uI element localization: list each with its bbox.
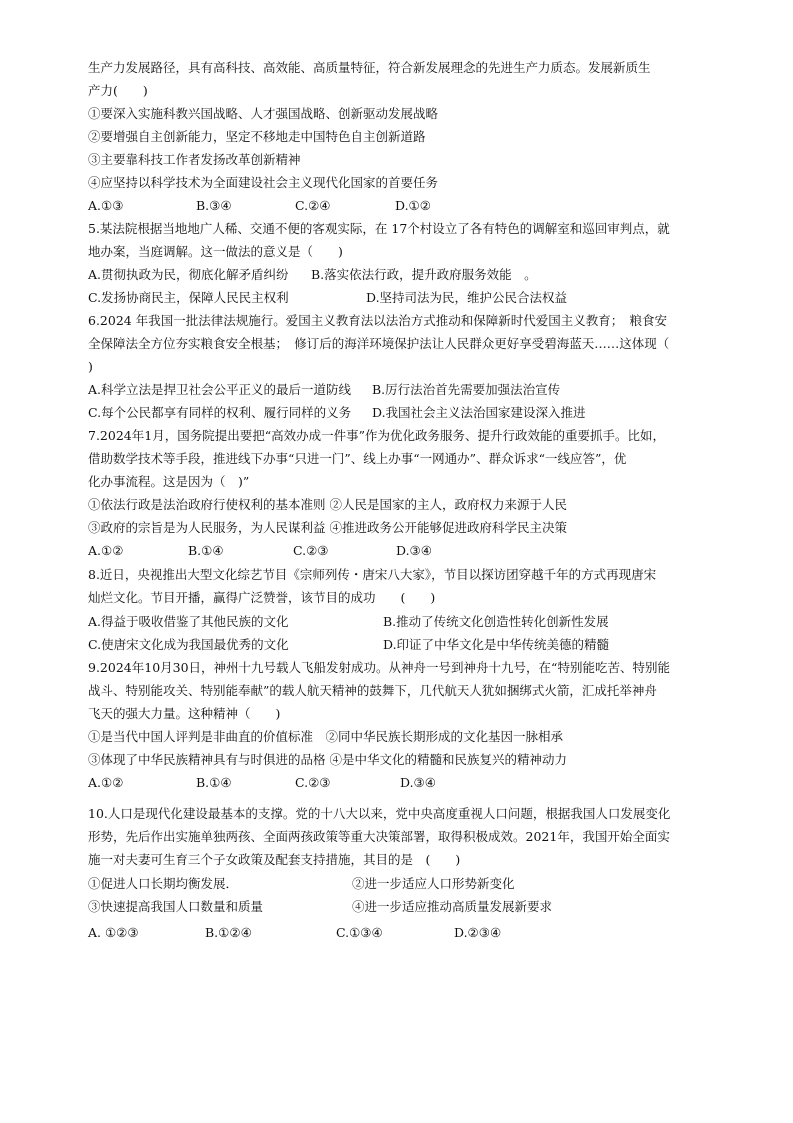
q9-statements-34: ③体现了中华民族精神具有与时俱进的品格 ④是中华文化的精髓和民族复兴的精神动力 <box>88 752 567 767</box>
q10-statement-1: ①促进人口长期均衡发展． <box>88 876 239 891</box>
q7-option-b: B.①④ <box>188 543 224 558</box>
q7-option-a: A.①② <box>88 543 124 558</box>
q10-option-c: C.①③④ <box>336 925 383 940</box>
q8-option-b: B.推动了传统文化创造性转化创新性发展 <box>383 614 609 629</box>
q7-stem-line-1: 7.2024年1月，国务院提出要把“高效办成一件事”作为优化政务服务、提升行政效能的重要抓手。比如， <box>88 428 665 443</box>
q10-statement-4: ④进一步适应推动高质量发展新要求 <box>352 899 553 914</box>
q4-statement-3: ③主要靠科技工作者发扬改革创新精神 <box>88 152 301 167</box>
q4-statement-1: ①要深入实施科教兴国战略、人才强国战略、创新驱动发展战略 <box>88 106 439 121</box>
q5-options-cd <box>88 290 728 306</box>
q5-option-c: C.发扬协商民主，保障人民民主权利 <box>88 290 289 305</box>
q4-option-a: A.①③ <box>88 198 124 213</box>
q10-stem-line-3: 施一对夫妻可生育三个子女政策及配套支持措施，其目的是 ( ) <box>88 852 461 867</box>
q10-stem-line-2: 形势，先后作出实施单独两孩、全面两孩政策等重大决策部署，取得积极成效。2021年，我国开始全面实 <box>88 829 670 844</box>
q9-stem-line-3: 飞天的强大力量。这种精神（ ) <box>88 706 281 721</box>
q4-stem-line-2: 产力( ) <box>88 83 148 98</box>
q7-statements-12: ①依法行政是法治政府行使权利的基本准则 ②人民是国家的主人，政府权力来源于人民 <box>88 497 567 512</box>
q7-statements-34: ③政府的宗旨是为人民服务，为人民谋利益 ④推进政务公开能够促进政府科学民主决策 <box>88 520 567 535</box>
q8-stem-line-2: 灿烂文化。节目开播，赢得广泛赞誉，该节目的成功 ( ) <box>88 590 436 605</box>
q9-option-b: B.①④ <box>196 775 232 790</box>
q9-statements-12: ①是当代中国人评判是非曲直的价值标准 ②同中华民族长期形成的文化基因一脉相承 <box>88 729 564 744</box>
q6-stem-line-2: 全保障法全方位夯实粮食安全根基； 修订后的海洋环境保护法让人民群众更好享受碧海蓝天……这体现（ <box>88 336 670 351</box>
q6-options-ab <box>88 382 728 398</box>
q10-statements-12 <box>88 876 728 892</box>
q7-option-c: C.②③ <box>293 543 329 558</box>
q6-option-a: A.科学立法是捍卫社会公平正义的最后一道防线 <box>88 382 352 397</box>
q6-option-c: C.每个公民都享有同样的权利、履行同样的义务 <box>88 405 352 420</box>
q9-stem-line-2: 战斗、特别能攻关、特别能奉献”的载人航天精神的鼓舞下，几代航天人犹如捆绑式火箭，汇成托举神舟 <box>88 683 657 698</box>
q5-option-b: B.落实依法行政，提升政府服务效能 。 <box>311 267 537 282</box>
q4-option-b: B.③④ <box>196 198 232 213</box>
q10-stem-line-1: 10.人口是现代化建设最基本的支撑。党的十八大以来，党中央高度重视人口问题，根据我国人口发展变化 <box>88 806 671 821</box>
q7-option-d: D.③④ <box>396 543 432 558</box>
q9-option-a: A.①② <box>88 775 124 790</box>
q7-stem-line-3: 化办事流程。这是因为（ )” <box>88 474 250 489</box>
q7-stem-line-2: 借助数学技术等手段，推进线下办事“只进一门”、线上办事“一网通办”、群众诉求“一线应答”，优 <box>88 451 627 466</box>
q9-options <box>88 775 728 791</box>
q6-stem-line-3: ) <box>88 359 93 374</box>
q10-options <box>88 925 728 941</box>
q6-option-b: B.厉行法治首先需要加强法治宣传 <box>372 382 561 397</box>
q9-stem-line-1: 9.2024年10月30日，神州十九号载人飞船发射成功。从神舟一号到神舟十九号，在“特别能吃苦、特别能 <box>88 660 670 675</box>
q10-option-d: D.②③④ <box>454 925 502 940</box>
q8-options-ab <box>88 614 728 630</box>
q5-option-d: D.坚持司法为民，维护公民合法权益 <box>366 290 568 305</box>
q10-statement-3: ③快速提高我国人口数量和质量 <box>88 899 264 914</box>
q4-statement-4: ④应坚持以科学技术为全面建设社会主义现代化国家的首要任务 <box>88 175 439 190</box>
q9-option-c: C.②③ <box>295 775 331 790</box>
q8-option-a: A.得益于吸收借鉴了其他民族的文化 <box>88 614 289 629</box>
q10-option-a: A. ①②③ <box>88 925 139 940</box>
q6-stem-line-1: 6.2024 年我国一批法律法规施行。爱国主义教育法以法治方式推动和保障新时代爱国主义教育； 粮食安 <box>88 313 667 328</box>
q9-option-d: D.③④ <box>400 775 436 790</box>
q4-statement-2: ②要增强自主创新能力，坚定不移地走中国特色自主创新道路 <box>88 129 426 144</box>
q6-options-cd <box>88 405 728 421</box>
q8-option-d: D.印证了中华文化是中华传统美德的精髓 <box>383 637 610 652</box>
q8-options-cd <box>88 637 728 653</box>
q10-option-b: B.①②④ <box>205 925 252 940</box>
q7-options <box>88 543 728 559</box>
q5-options-ab <box>88 267 728 283</box>
q4-options <box>88 198 728 214</box>
q4-stem-line-1: 生产力发展路径，具有高科技、高效能、高质量特征，符合新发展理念的先进生产力质态。发展新质生 <box>88 60 651 75</box>
q10-statement-2: ②进一步适应人口形势新变化 <box>352 876 515 891</box>
q6-option-d: D.我国社会主义法治国家建设深入推进 <box>372 405 586 420</box>
q8-option-c: C.使唐宋文化成为我国最优秀的文化 <box>88 637 289 652</box>
q5-option-a: A.贯彻执政为民，彻底化解矛盾纠纷 <box>88 267 289 282</box>
q5-stem-line-1: 5.某法院根据当地地广人稀、交通不便的客观实际，在 17个村设立了各有特色的调解室和巡回审判点，就 <box>88 221 670 236</box>
q10-statements-34 <box>88 899 728 915</box>
q8-stem-line-1: 8.近日，央视推出大型文化综艺节目《宗师列传・唐宋八大家》，节目以探访团穿越千年的方式再现唐宋 <box>88 567 657 582</box>
q5-stem-line-2: 地办案，当庭调解。这一做法的意义是（ ) <box>88 244 343 259</box>
q4-option-d: D.①② <box>395 198 431 213</box>
q4-option-c: C.②④ <box>295 198 331 213</box>
